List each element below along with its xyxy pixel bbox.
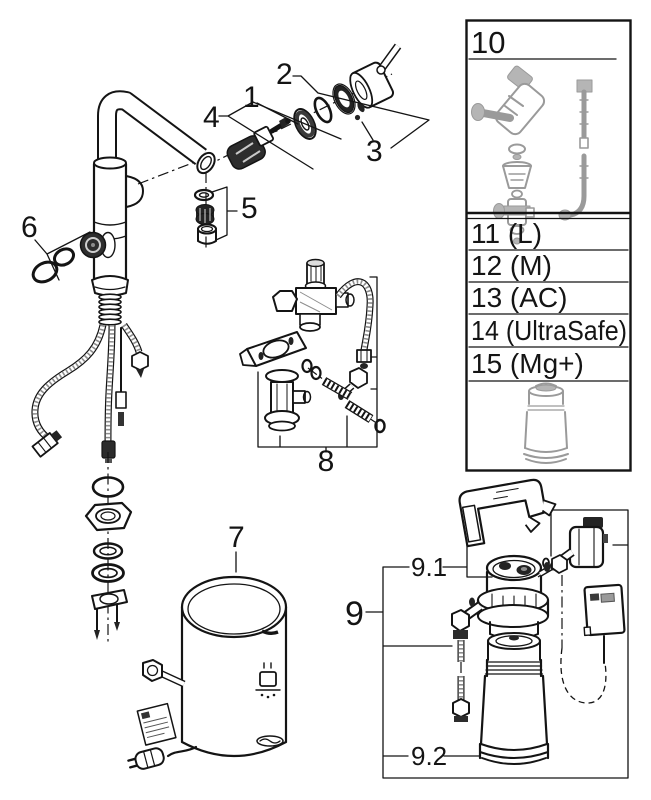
boiler-inlet-fitting — [143, 660, 184, 684]
variant-row-14: 14 (UltraSafe) — [471, 315, 627, 346]
mounting-hardware — [86, 452, 131, 642]
callout-9: 9 — [345, 595, 364, 633]
filter-inlet-hose — [453, 640, 469, 722]
boiler — [127, 521, 286, 772]
variant-row-11: 11 (L) — [471, 218, 543, 249]
filter-group — [345, 477, 628, 778]
rating-label — [137, 704, 176, 745]
corrugated-connectors — [303, 360, 385, 432]
hose-hex-end — [132, 352, 148, 370]
tee-connector — [265, 370, 311, 431]
callout-8: 8 — [317, 445, 335, 478]
faucet-body — [81, 158, 144, 325]
callout-9-1: 9.1 — [411, 552, 448, 582]
callout-9-2: 9.2 — [411, 741, 448, 771]
callout-1: 1 — [243, 81, 260, 114]
cartridge — [225, 117, 291, 172]
variant-row-13: 13 (AC) — [471, 282, 568, 313]
callout-4: 4 — [203, 101, 220, 134]
hose-end-fitting — [32, 429, 63, 457]
filter-cartridge — [480, 633, 548, 764]
callout-6: 6 — [21, 211, 38, 244]
faucet-assembly — [32, 74, 392, 642]
cable-loop — [561, 648, 606, 703]
installation-kit — [240, 260, 385, 479]
callout-5: 5 — [241, 192, 258, 225]
callout-3: 3 — [366, 135, 383, 168]
aerator-cap — [198, 225, 216, 244]
callout-7: 7 — [228, 521, 245, 554]
aerator-insert — [196, 205, 214, 225]
o-ring — [544, 562, 551, 572]
mounting-flange — [92, 590, 127, 609]
spares-panel — [466, 21, 631, 471]
variant-row-12: 12 (M) — [471, 250, 552, 281]
callout-10: 10 — [471, 25, 506, 60]
solenoid-valve — [544, 517, 608, 573]
mounting-nut — [86, 503, 131, 530]
corrugated-sleeve — [99, 294, 121, 325]
mounting-bracket — [240, 332, 306, 366]
lever-ball — [355, 115, 360, 120]
o-ring — [311, 95, 334, 124]
control-box — [581, 585, 624, 663]
filter-head-clip — [458, 477, 560, 547]
variant-row-15: 15 (Mg+) — [471, 348, 584, 379]
power-plug — [127, 747, 196, 772]
callout-2: 2 — [276, 58, 293, 91]
connection-hoses — [32, 325, 148, 463]
